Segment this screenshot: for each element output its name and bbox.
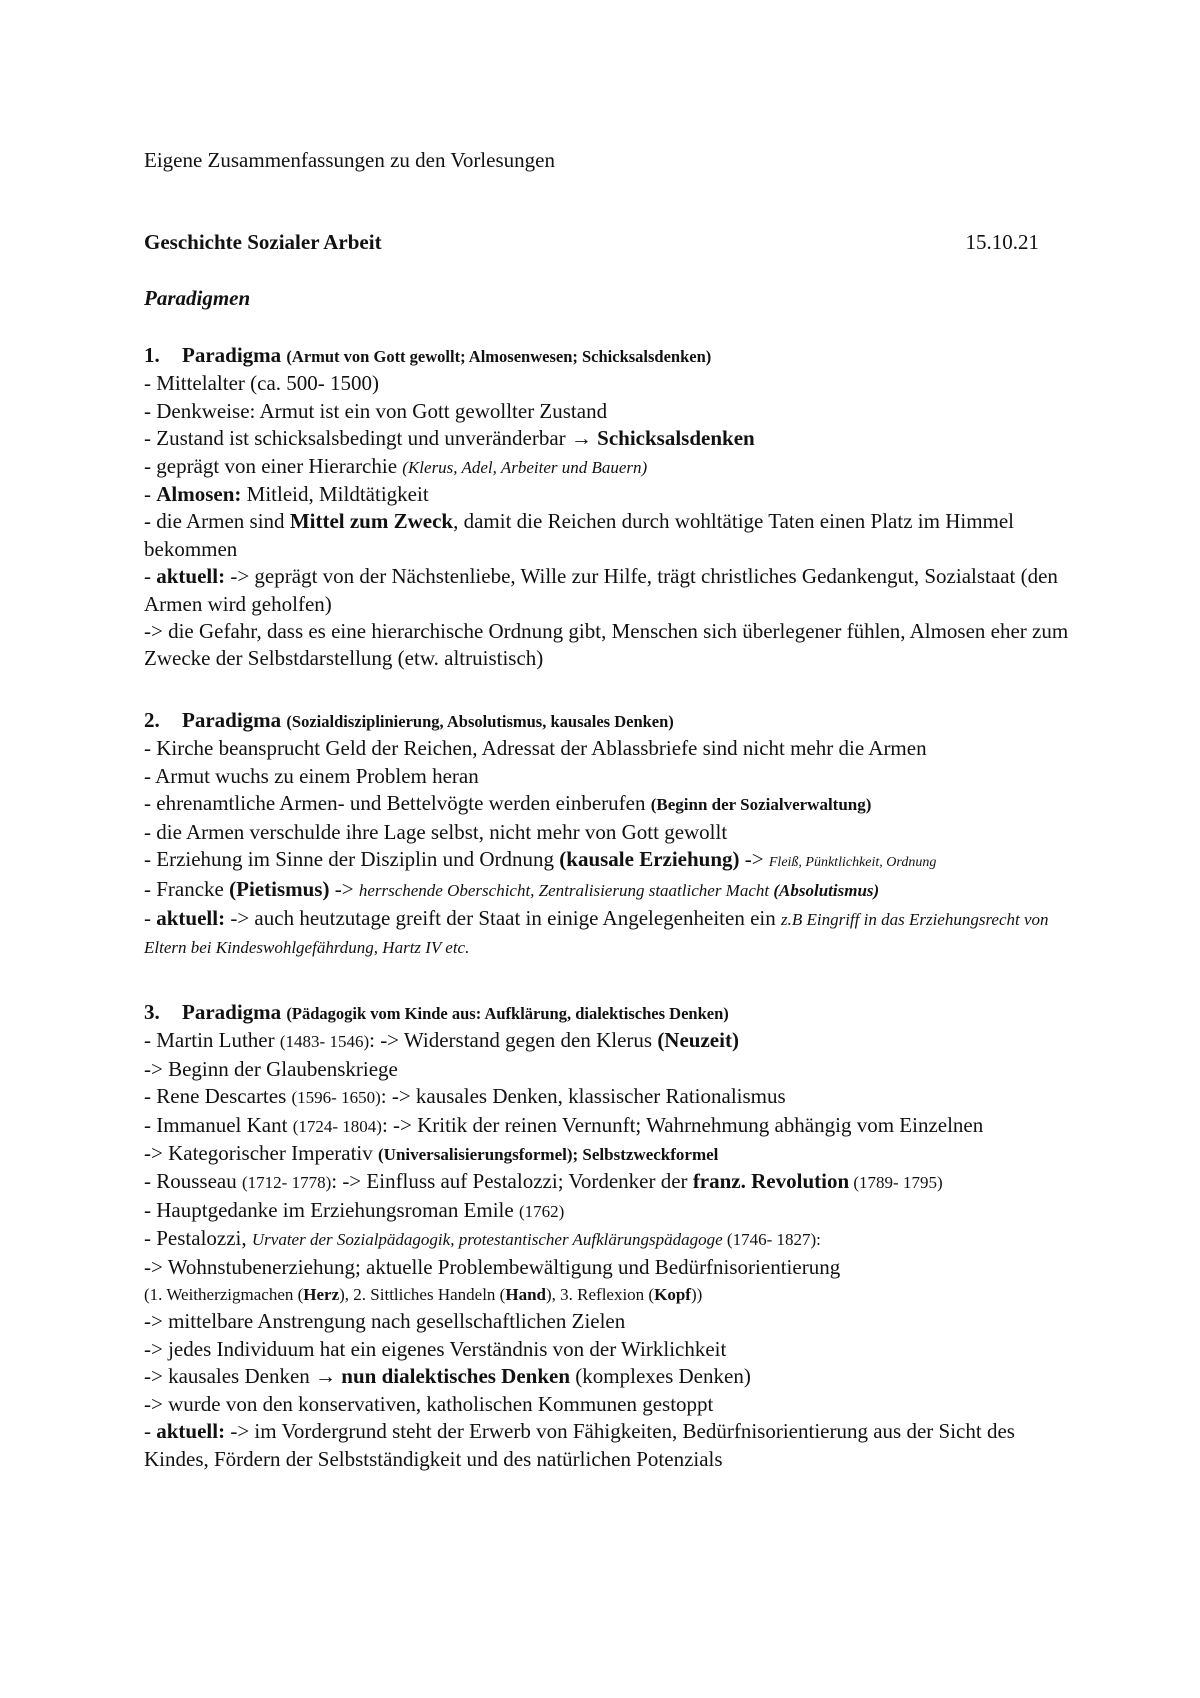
course-header (144, 230, 1039, 255)
list-item: - Pestalozzi, Urvater der Sozialpädagogik, protestantischer Aufklärungspädagoge (1746- 1827): (144, 1226, 821, 1251)
list-item: -> Beginn der Glaubenskriege (144, 1056, 398, 1081)
section-heading: Paradigmen (144, 286, 251, 310)
list-item: -> Wohnstubenerziehung; aktuelle Problembewältigung und Bedürfnisorientierung (144, 1254, 841, 1279)
list-item: - die Armen verschulde ihre Lage selbst, nicht mehr von Gott gewollt (144, 819, 728, 844)
list-item: - die Armen sind Mittel zum Zweck, damit die Reichen durch wohltätige Taten einen Platz im Himmel bekommen (144, 509, 1015, 561)
paradigm-subtitle: (Armut von Gott gewollt; Almosenwesen; Schicksalsdenken) (286, 347, 712, 366)
list-item: - aktuell: -> auch heutzutage greift der Staat in einige Angelegenheiten ein z.B Eingriff in das Erziehungsrecht von Eltern bei Kindeswohlgefährdung, Hartz IV etc. (144, 905, 1049, 958)
list-item: - Martin Luther (1483- 1546): -> Widerstand gegen den Klerus (Neuzeit) (144, 1028, 739, 1053)
list-item: - Rousseau (1712- 1778): -> Einfluss auf Pestalozzi; Vordenker der franz. Revolution (1789- 1795) (144, 1169, 943, 1194)
list-item: - Almosen: Mitleid, Mildtätigkeit (144, 482, 429, 507)
list-item: - Francke (Pietismus) -> herrschende Oberschicht, Zentralisierung staatlicher Macht (Absolutismus) (144, 877, 880, 902)
right-arrow-icon: → (570, 426, 592, 451)
list-item: - Kirche beansprucht Geld der Reichen, Adressat der Ablassbriefe sind nicht mehr die Armen (144, 736, 927, 761)
list-item: - Immanuel Kant (1724- 1804): -> Kritik der reinen Vernunft; Wahrnehmung abhängig vom Einzelnen (144, 1112, 984, 1137)
list-item: - Mittelalter (ca. 500- 1500) (144, 371, 379, 396)
paradigm-2 (144, 707, 1074, 962)
list-item: - ehrenamtliche Armen- und Bettelvögte werden einberufen (Beginn der Sozialverwaltung) (144, 791, 872, 816)
right-arrow-icon: → (315, 1364, 337, 1389)
paradigm-heading (144, 342, 1074, 370)
list-item: - Hauptgedanke im Erziehungsroman Emile (1762) (144, 1197, 565, 1222)
list-item: - Zustand ist schicksalsbedingt und unveränderbar → Schicksalsdenken (144, 426, 755, 451)
list-item: -> Kategorischer Imperativ (Universalisierungsformel); Selbstzweckformel (144, 1141, 719, 1166)
paradigm-title: Paradigma (182, 1000, 282, 1024)
list-item: - Armut wuchs zu einem Problem heran (144, 763, 479, 788)
list-item: - aktuell: -> geprägt von der Nächstenliebe, Wille zur Hilfe, trägt christliches Gedankengut, Sozialstaat (den Armen wird geholfen) (144, 564, 1058, 616)
paradigm-number: 1. (144, 343, 160, 367)
paradigm-1 (144, 342, 1074, 673)
list-item: - aktuell: -> im Vordergrund steht der Erwerb von Fähigkeiten, Bedürfnisorientierung aus der Sicht des Kindes, Fördern der Selbstständigkeit und des natürlichen Potenzials (144, 1419, 1015, 1471)
paradigm-title: Paradigma (182, 343, 282, 367)
paradigm-subtitle: (Sozialdisziplinierung, Absolutismus, kausales Denken) (286, 712, 674, 731)
list-item: - geprägt von einer Hierarchie (Klerus, Adel, Arbeiter und Bauern) (144, 453, 648, 478)
list-item: -> kausales Denken → nun dialektisches Denken (komplexes Denken) (144, 1364, 751, 1389)
list-item: (1. Weitherzigmachen (Herz), 2. Sittliches Handeln (Hand), 3. Reflexion (Kopf)) (144, 1285, 703, 1305)
list-item: -> mittelbare Anstrengung nach gesellschaftlichen Zielen (144, 1309, 626, 1334)
document-title: Eigene Zusammenfassungen zu den Vorlesungen (144, 148, 555, 172)
list-item: -> die Gefahr, dass es eine hierarchische Ordnung gibt, Menschen sich überlegener fühlen, Almosen eher zum Zwecke der Selbstdarstellung (etw. altruistisch) (144, 619, 1069, 671)
list-item: -> jedes Individuum hat ein eigenes Verständnis von der Wirklichkeit (144, 1336, 727, 1361)
paradigm-number: 3. (144, 1000, 160, 1024)
list-item: -> wurde von den konservativen, katholischen Kommunen gestoppt (144, 1391, 714, 1416)
paradigm-heading (144, 999, 1074, 1027)
paradigm-3 (144, 999, 1074, 1473)
list-item: - Denkweise: Armut ist ein von Gott gewollter Zustand (144, 398, 608, 423)
paradigm-subtitle: (Pädagogik vom Kinde aus: Aufklärung, dialektisches Denken) (286, 1004, 729, 1023)
course-date: 15.10.21 (965, 230, 1039, 254)
list-item: - Erziehung im Sinne der Disziplin und Ordnung (kausale Erziehung) -> Fleiß, Pünktlichkeit, Ordnung (144, 847, 937, 872)
paradigm-title: Paradigma (182, 708, 282, 732)
course-title: Geschichte Sozialer Arbeit (144, 230, 382, 254)
paradigm-heading (144, 707, 1074, 735)
paradigm-number: 2. (144, 708, 160, 732)
list-item: - Rene Descartes (1596- 1650): -> kausales Denken, klassischer Rationalismus (144, 1084, 786, 1109)
